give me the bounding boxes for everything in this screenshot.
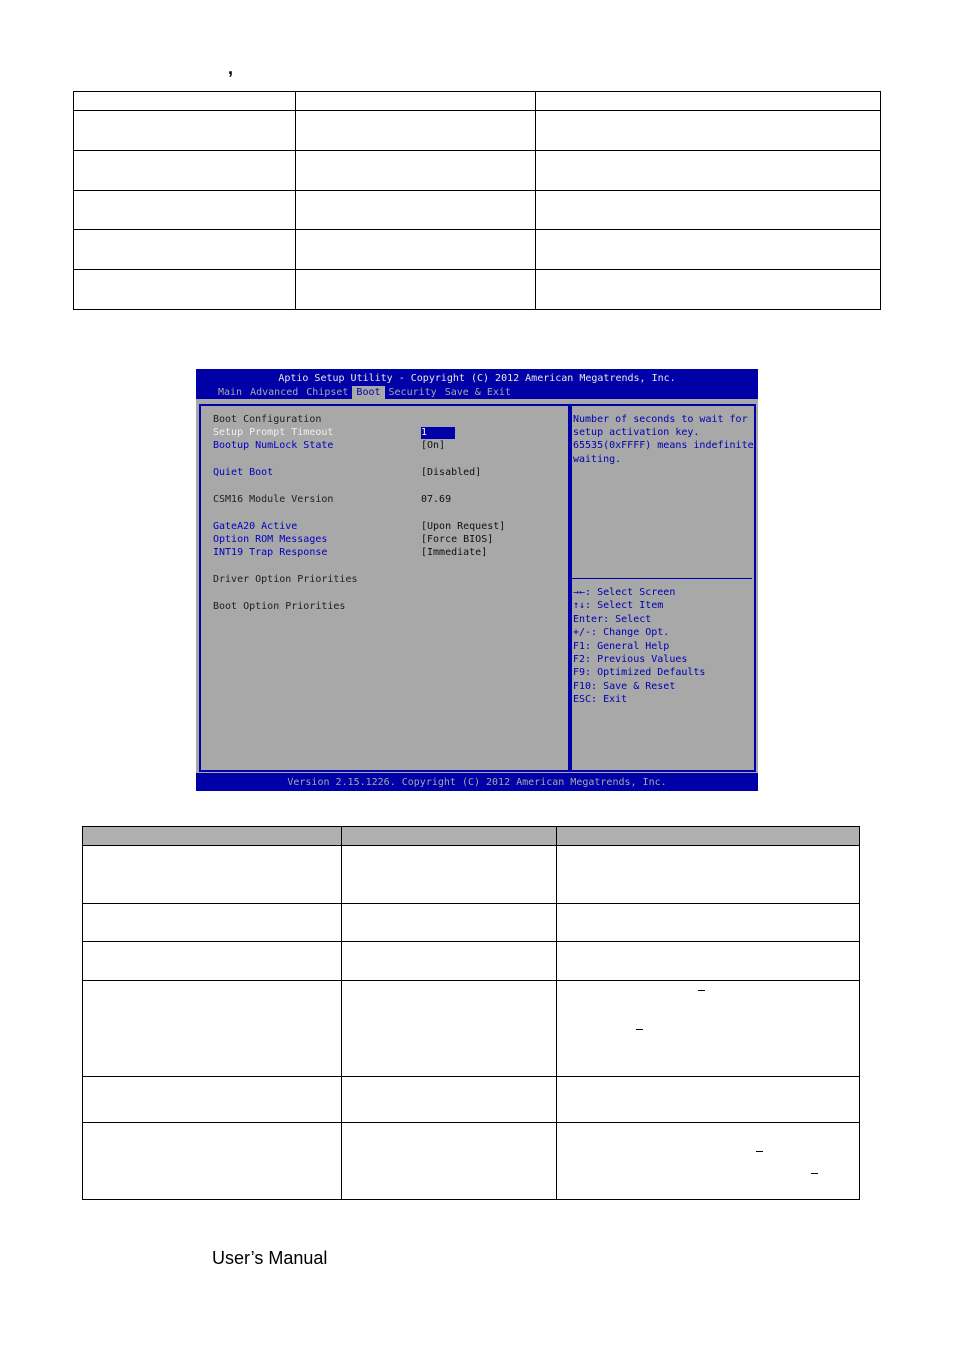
- option-rom-messages-label[interactable]: Option ROM Messages: [213, 534, 328, 545]
- quiet-boot-label[interactable]: Quiet Boot: [213, 467, 274, 478]
- bios-tab-bar: [214, 386, 515, 399]
- numlock-state-value[interactable]: [On]: [421, 440, 446, 451]
- tab-chipset[interactable]: Chipset: [306, 387, 349, 398]
- section-header: Boot Configuration: [213, 414, 322, 425]
- tab-main[interactable]: Main: [218, 387, 243, 398]
- help-divider: [572, 578, 752, 579]
- key-help-line: Enter: Select: [573, 614, 652, 625]
- key-help-line: F9: Optimized Defaults: [573, 667, 706, 678]
- bios-footer-text: Version 2.15.1226. Copyright (C) 2012 American Megatrends, Inc.: [287, 777, 667, 788]
- gatea20-label[interactable]: GateA20 Active: [213, 521, 298, 532]
- key-help-line: +/-: Change Opt.: [573, 627, 670, 638]
- setup-prompt-timeout-label[interactable]: Setup Prompt Timeout: [213, 427, 334, 438]
- bios-setup-screen: [196, 369, 758, 791]
- top-mark: ,: [228, 58, 234, 78]
- key-help-line: ↑↓: Select Item: [573, 600, 664, 611]
- tab-security[interactable]: Security: [388, 387, 437, 398]
- quiet-boot-value[interactable]: [Disabled]: [421, 467, 482, 478]
- csm16-version-label: CSM16 Module Version: [213, 494, 334, 505]
- upper-table: [73, 91, 881, 310]
- tab-save-exit[interactable]: Save & Exit: [444, 387, 511, 398]
- dash-mark: [636, 1029, 643, 1030]
- key-help-line: F1: General Help: [573, 641, 670, 652]
- int19-trap-label[interactable]: INT19 Trap Response: [213, 547, 328, 558]
- help-line: setup activation key.: [573, 427, 700, 438]
- csm16-version-value: 07.69: [421, 494, 452, 505]
- key-help-line: →←: Select Screen: [573, 587, 676, 598]
- driver-option-priorities[interactable]: Driver Option Priorities: [213, 574, 358, 585]
- int19-trap-value[interactable]: [Immediate]: [421, 547, 488, 558]
- key-help-line: F2: Previous Values: [573, 654, 688, 665]
- tab-advanced[interactable]: Advanced: [250, 387, 299, 398]
- help-line: 65535(0xFFFF) means indefinite: [573, 440, 754, 451]
- manual-footer: User’s Manual: [212, 1248, 328, 1268]
- option-rom-messages-value[interactable]: [Force BIOS]: [421, 534, 494, 545]
- bios-left-panel: [199, 404, 572, 772]
- dash-mark: [756, 1151, 763, 1152]
- dash-mark: [698, 990, 705, 991]
- gatea20-value[interactable]: [Upon Request]: [421, 521, 506, 532]
- boot-option-priorities[interactable]: Boot Option Priorities: [213, 601, 346, 612]
- tab-boot[interactable]: Boot: [352, 386, 384, 399]
- bios-title-bar: [196, 369, 758, 399]
- key-help-line: ESC: Exit: [573, 694, 628, 705]
- bios-title: Aptio Setup Utility - Copyright (C) 2012 American Megatrends, Inc.: [278, 373, 676, 384]
- numlock-state-label[interactable]: Bootup NumLock State: [213, 440, 334, 451]
- setup-prompt-timeout-value[interactable]: 1: [421, 427, 455, 439]
- key-help-line: F10: Save & Reset: [573, 681, 676, 692]
- help-line: Number of seconds to wait for: [573, 414, 748, 425]
- help-line: waiting.: [573, 454, 622, 465]
- bios-footer-bar: [196, 773, 758, 791]
- dash-mark: [811, 1173, 818, 1174]
- lower-table: [82, 826, 860, 1200]
